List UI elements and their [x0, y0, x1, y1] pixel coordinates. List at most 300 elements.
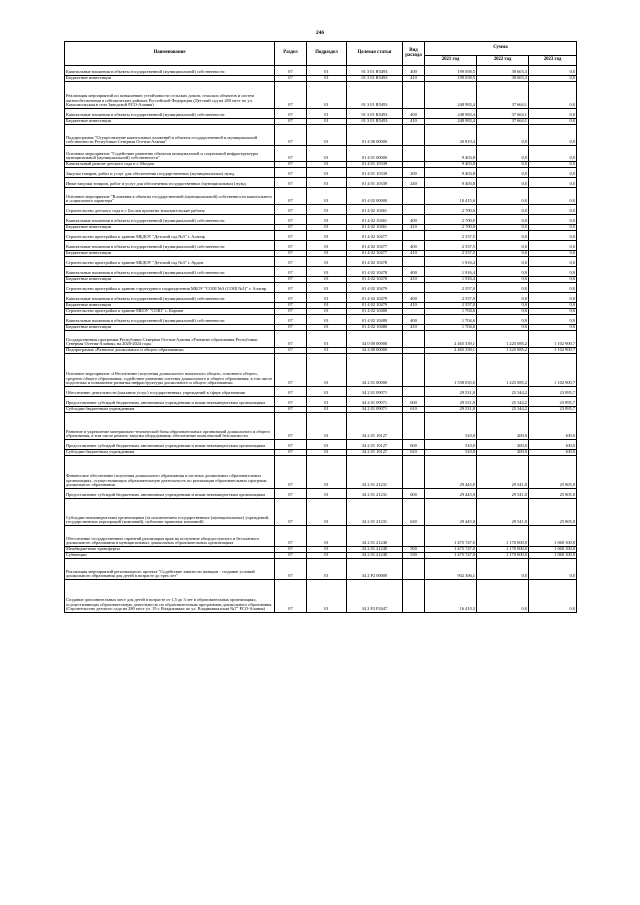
row-expense-type: 630 — [403, 499, 425, 526]
row-sum-2022: 0,0 — [477, 283, 529, 293]
row-razdel: 07 — [275, 456, 307, 489]
row-target-article: 01 3 01 R5493 — [347, 119, 403, 125]
row-expense-type: 410 — [403, 251, 425, 257]
row-name: Основное мероприятие «Обеспечение получения дошкольного начального общего, основного общего, среднего общего образования, содействие развитию системы дошкольного и общего образования, в том числе подготовка и повышение развития инфраструктуры дошкольного и общего образования» — [65, 354, 275, 387]
row-podrazdel: 01 — [307, 241, 347, 251]
header-year-2021: 2021 год — [425, 56, 477, 66]
row-name: Субсидии бюджетным учреждениям — [65, 450, 275, 456]
row-razdel: 07 — [275, 407, 307, 413]
row-razdel: 07 — [275, 178, 307, 188]
row-expense-type: 410 — [403, 277, 425, 283]
table-row — [65, 559, 577, 580]
row-target-article: 34 2 00 00000 — [347, 348, 403, 354]
row-expense-type: 530 — [403, 553, 425, 559]
row-sum-2022: 1 225 085,2 — [477, 354, 529, 387]
row-target-article: 01 4 02 10461 — [347, 205, 403, 215]
row-podrazdel: 01 — [307, 450, 347, 456]
row-podrazdel: 01 — [307, 325, 347, 331]
row-sum-2022: 37 664,1 — [477, 109, 529, 119]
row-target-article: 01 4 02 10461 — [347, 225, 403, 231]
row-razdel: 07 — [275, 257, 307, 267]
row-razdel: 07 — [275, 309, 307, 315]
row-sum-2022: 0,0 — [477, 125, 529, 146]
row-sum-2021: 2 465 339,1 — [425, 348, 477, 354]
row-podrazdel: 01 — [307, 267, 347, 277]
row-sum-2021: 1 704,6 — [425, 309, 477, 315]
row-sum-2022: 25 344,2 — [477, 387, 529, 397]
row-target-article: 01 3 01 R5493 — [347, 109, 403, 119]
row-sum-2022: 1 170 000,0 — [477, 547, 529, 553]
row-sum-2021: 2 700,0 — [425, 205, 477, 215]
row-razdel: 07 — [275, 315, 307, 325]
row-podrazdel: 01 — [307, 125, 347, 146]
row-target-article: 01 4 02 10477 — [347, 241, 403, 251]
row-expense-type — [403, 331, 425, 348]
row-razdel: 07 — [275, 526, 307, 547]
row-podrazdel: 01 — [307, 489, 347, 499]
row-sum-2023: 1 102 900,7 — [529, 331, 577, 348]
row-target-article: 01 3 01 R5493 — [347, 76, 403, 82]
row-sum-2022: 200,0 — [477, 440, 529, 450]
row-target-article: 01 3 01 R5493 — [347, 82, 403, 109]
row-razdel: 07 — [275, 162, 307, 168]
table-row — [65, 499, 577, 526]
row-name: Бюджетные инвестиции — [65, 76, 275, 82]
table-row — [65, 397, 577, 407]
row-sum-2023: 0,0 — [529, 225, 577, 231]
row-sum-2023: 25 805,0 — [529, 499, 577, 526]
table-row — [65, 413, 577, 440]
row-razdel: 07 — [275, 303, 307, 309]
row-target-article: 01 4 02 00000 — [347, 188, 403, 205]
row-sum-2023: 0,0 — [529, 303, 577, 309]
row-razdel: 07 — [275, 348, 307, 354]
row-razdel: 07 — [275, 119, 307, 125]
row-name: Капитальные вложения в объекты государственной (муниципальной) собственности — [65, 109, 275, 119]
row-sum-2023: 100,0 — [529, 413, 577, 440]
row-sum-2021: 932 306,1 — [425, 559, 477, 580]
row-sum-2022: 0,0 — [477, 188, 529, 205]
row-target-article: 34 2 01 10127 — [347, 413, 403, 440]
row-target-article: 01 4 02 10479 — [347, 283, 403, 293]
row-razdel: 07 — [275, 325, 307, 331]
row-sum-2023: 0,0 — [529, 251, 577, 257]
row-podrazdel: 01 — [307, 303, 347, 309]
row-sum-2022: 1 225 085,2 — [477, 331, 529, 348]
table-row — [65, 489, 577, 499]
row-target-article: 01 4 01 10339 — [347, 162, 403, 168]
row-target-article: 01 4 02 10480 — [347, 315, 403, 325]
row-sum-2022: 0,0 — [477, 178, 529, 188]
row-sum-2023: 100,0 — [529, 440, 577, 450]
row-expense-type: 240 — [403, 178, 425, 188]
table-row — [65, 267, 577, 277]
row-sum-2023: 25 805,0 — [529, 489, 577, 499]
row-name: Предоставление субсидий бюджетным, автономным учреждениям и иным некоммерческим организациям — [65, 397, 275, 407]
row-podrazdel: 01 — [307, 109, 347, 119]
row-sum-2023: 0,0 — [529, 231, 577, 241]
table-row — [65, 456, 577, 489]
row-sum-2023: 0,0 — [529, 66, 577, 76]
row-sum-2022: 0,0 — [477, 225, 529, 231]
row-sum-2022: 0,0 — [477, 559, 529, 580]
row-podrazdel: 01 — [307, 66, 347, 76]
row-sum-2021: 2 537,5 — [425, 231, 477, 241]
row-razdel: 07 — [275, 489, 307, 499]
row-sum-2021: 1 558 035,0 — [425, 354, 477, 387]
row-sum-2023: 1 060 100,0 — [529, 547, 577, 553]
row-sum-2023: 0,0 — [529, 125, 577, 146]
row-target-article: 01 4 00 00000 — [347, 125, 403, 146]
row-razdel: 07 — [275, 331, 307, 348]
row-sum-2022: 37 664,1 — [477, 119, 529, 125]
row-razdel: 07 — [275, 387, 307, 397]
table-header — [65, 42, 577, 66]
row-expense-type — [403, 559, 425, 580]
row-expense-type — [403, 125, 425, 146]
row-name: Обеспечение государственных гарантий реализации прав на получение общедоступного и бесплатного дошкольного образования в муниципальных дошкольных образовательных организациях — [65, 526, 275, 547]
row-sum-2022: 38 603,3 — [477, 76, 529, 82]
row-sum-2022: 25 344,2 — [477, 407, 529, 413]
row-razdel: 07 — [275, 251, 307, 257]
row-expense-type — [403, 456, 425, 489]
row-sum-2022: 29 541,0 — [477, 489, 529, 499]
row-podrazdel: 01 — [307, 215, 347, 225]
table-row — [65, 188, 577, 205]
row-podrazdel: 01 — [307, 354, 347, 387]
row-sum-2021: 2 557,0 — [425, 293, 477, 303]
row-sum-2023: 1 060 100,0 — [529, 526, 577, 547]
row-target-article: 01 4 02 10478 — [347, 277, 403, 283]
table-row — [65, 82, 577, 109]
row-target-article: 01 4 02 10480 — [347, 325, 403, 331]
row-podrazdel: 01 — [307, 397, 347, 407]
row-name: Строительство детского сада в г. Беслан проектно-изыскательские работы — [65, 205, 275, 215]
row-sum-2022: 0,0 — [477, 215, 529, 225]
row-sum-2023: 0,0 — [529, 267, 577, 277]
row-target-article: 01 4 02 10461 — [347, 215, 403, 225]
row-razdel: 07 — [275, 231, 307, 241]
header-expense-type: Вид расхода — [403, 42, 425, 66]
row-expense-type — [403, 257, 425, 267]
row-expense-type — [403, 231, 425, 241]
row-sum-2023: 1 102 900,7 — [529, 354, 577, 387]
row-razdel: 07 — [275, 559, 307, 580]
row-target-article: 34 2 01 10127 — [347, 450, 403, 456]
row-expense-type — [403, 283, 425, 293]
row-expense-type — [403, 526, 425, 547]
row-sum-2022: 200,0 — [477, 450, 529, 456]
row-podrazdel: 01 — [307, 162, 347, 168]
row-expense-type: 610 — [403, 450, 425, 456]
row-expense-type: 410 — [403, 119, 425, 125]
row-sum-2023: 23 895,7 — [529, 407, 577, 413]
row-sum-2021: 2 557,0 — [425, 283, 477, 293]
row-podrazdel: 01 — [307, 146, 347, 162]
row-name: Финансовое обеспечение получения дошкольного образования в частных дошкольных образовательных организациях, осуществляющих образовательную деятельность по реализации образовательных программ дошкольного образования — [65, 456, 275, 489]
row-expense-type: 410 — [403, 303, 425, 309]
row-target-article: 01 4 01 10339 — [347, 168, 403, 178]
row-sum-2022: 0,0 — [477, 580, 529, 613]
row-sum-2022: 38 603,3 — [477, 66, 529, 76]
row-razdel: 07 — [275, 499, 307, 526]
row-target-article: 34 2 01 10127 — [347, 440, 403, 450]
table-row — [65, 257, 577, 267]
row-podrazdel: 01 — [307, 559, 347, 580]
row-name: Субвенции — [65, 553, 275, 559]
table-row — [65, 168, 577, 178]
row-podrazdel: 01 — [307, 526, 347, 547]
table-row — [65, 315, 577, 325]
row-sum-2023: 23 895,7 — [529, 397, 577, 407]
row-expense-type — [403, 387, 425, 397]
row-expense-type: 410 — [403, 225, 425, 231]
row-sum-2022: 1 170 000,0 — [477, 526, 529, 547]
row-sum-2022: 0,0 — [477, 205, 529, 215]
row-name: Капитальные вложения в объекты государственной (муниципальной) собственности — [65, 215, 275, 225]
row-sum-2023: 0,0 — [529, 109, 577, 119]
header-year-2022: 2022 год — [477, 56, 529, 66]
row-podrazdel: 01 — [307, 225, 347, 231]
row-name: Бюджетные инвестиции — [65, 251, 275, 257]
row-sum-2023: 0,0 — [529, 119, 577, 125]
row-sum-2023: 25 805,0 — [529, 456, 577, 489]
row-podrazdel: 01 — [307, 251, 347, 257]
row-sum-2022: 0,0 — [477, 277, 529, 283]
row-sum-2023: 0,0 — [529, 257, 577, 267]
row-target-article: 34 2 P2 00000 — [347, 559, 403, 580]
row-name: Строительство пристройки к зданию МБДОУ "Детский сад №3" г. Алагир — [65, 231, 275, 241]
header-year-2023: 2023 год — [529, 56, 577, 66]
header-target-article: Целевая статья — [347, 42, 403, 66]
row-expense-type: 500 — [403, 547, 425, 553]
row-name: Капитальные вложения в объекты государственной (муниципальной) собственности — [65, 267, 275, 277]
row-expense-type — [403, 413, 425, 440]
row-sum-2021: 199 058,5 — [425, 66, 477, 76]
row-expense-type — [403, 354, 425, 387]
table-row — [65, 354, 577, 387]
row-name: Субсидии бюджетным учреждениям — [65, 407, 275, 413]
row-name: Строительство пристройки к зданию МБДОУ "Детский сад №3" г. Ардон — [65, 257, 275, 267]
row-target-article: 01 4 01 10339 — [347, 178, 403, 188]
row-target-article: 01 4 02 10479 — [347, 303, 403, 309]
row-sum-2023: 100,0 — [529, 450, 577, 456]
row-expense-type: 400 — [403, 241, 425, 251]
row-expense-type: 600 — [403, 489, 425, 499]
row-name: Обеспечение деятельности (оказание услуг) государственных учреждений в сфере образования — [65, 387, 275, 397]
row-target-article: 01 4 01 00000 — [347, 146, 403, 162]
table-row — [65, 580, 577, 613]
row-name: Развитие и укрепление материально-технической базы образовательных организаций дошкольного и общего образования, в том числе ремонт, закупка оборудования, обеспечение комплексной безопасности — [65, 413, 275, 440]
row-sum-2021: 2 557,0 — [425, 303, 477, 309]
row-podrazdel: 01 — [307, 283, 347, 293]
row-name: Бюджетные инвестиции — [65, 303, 275, 309]
row-sum-2023: 0,0 — [529, 162, 577, 168]
row-razdel: 07 — [275, 109, 307, 119]
row-sum-2022: 0,0 — [477, 251, 529, 257]
row-sum-2021: 1 916,4 — [425, 277, 477, 283]
table-row — [65, 283, 577, 293]
row-podrazdel: 01 — [307, 293, 347, 303]
row-sum-2021: 29 531,0 — [425, 407, 477, 413]
row-target-article: 34 2 01 21231 — [347, 489, 403, 499]
row-podrazdel: 01 — [307, 119, 347, 125]
row-sum-2022: 0,0 — [477, 257, 529, 267]
row-sum-2021: 2 700,0 — [425, 215, 477, 225]
row-sum-2023: 0,0 — [529, 325, 577, 331]
row-sum-2022: 29 541,0 — [477, 499, 529, 526]
row-sum-2022: 0,0 — [477, 293, 529, 303]
row-razdel: 07 — [275, 205, 307, 215]
row-sum-2022: 37 664,1 — [477, 82, 529, 109]
row-podrazdel: 01 — [307, 413, 347, 440]
row-sum-2023: 0,0 — [529, 146, 577, 162]
row-sum-2023: 0,0 — [529, 277, 577, 283]
row-expense-type — [403, 188, 425, 205]
row-sum-2021: 29 445,0 — [425, 489, 477, 499]
row-name: Бюджетные инвестиции — [65, 119, 275, 125]
row-podrazdel: 01 — [307, 168, 347, 178]
row-razdel: 07 — [275, 277, 307, 283]
row-target-article: 34 2 01 21231 — [347, 499, 403, 526]
row-sum-2023: 0,0 — [529, 241, 577, 251]
table-row — [65, 331, 577, 348]
table-row — [65, 293, 577, 303]
header-podrazdel: Подраздел — [307, 42, 347, 66]
row-target-article: 34 2 01 21240 — [347, 526, 403, 547]
row-podrazdel: 01 — [307, 580, 347, 613]
row-podrazdel: 01 — [307, 456, 347, 489]
row-name: Реализация мероприятий регионального проекта "Содействие занятости женщин - создание условий дошкольного образования для детей в возрасте до трех лет" — [65, 559, 275, 580]
row-expense-type: 400 — [403, 293, 425, 303]
row-name: Бюджетные инвестиции — [65, 277, 275, 283]
row-name: Капитальные вложения в объекты государственной (муниципальной) собственности — [65, 293, 275, 303]
row-sum-2023: 0,0 — [529, 76, 577, 82]
row-sum-2021: 1 475 747,0 — [425, 547, 477, 553]
row-sum-2023: 23 895,7 — [529, 387, 577, 397]
row-expense-type: 400 — [403, 315, 425, 325]
row-podrazdel: 01 — [307, 257, 347, 267]
row-podrazdel: 01 — [307, 309, 347, 315]
row-target-article: 34 2 01 09071 — [347, 397, 403, 407]
row-razdel: 07 — [275, 225, 307, 231]
row-name: Основное мероприятие "Вложения в объекты государственной (муниципальной) собственности капитального и социального характера" — [65, 188, 275, 205]
row-name: Подпрограмма "Осуществление капитальных вложений в объекты государственной и муниципальной собственности Республики Северная Осетия-Алания" — [65, 125, 275, 146]
row-sum-2021: 9 403,8 — [425, 168, 477, 178]
row-razdel: 07 — [275, 553, 307, 559]
row-razdel: 07 — [275, 450, 307, 456]
row-target-article: 34 2 01 21231 — [347, 456, 403, 489]
row-sum-2021: 1 475 747,0 — [425, 553, 477, 559]
row-sum-2021: 20 819,4 — [425, 125, 477, 146]
table-row — [65, 440, 577, 450]
row-name: Иные закупки товаров, работ и услуг для обеспечения государственных (муниципальных) нужд — [65, 178, 275, 188]
row-name: Капитальные вложения в объекты государственной (муниципальной) собственности — [65, 315, 275, 325]
row-sum-2022: 1 225 085,2 — [477, 348, 529, 354]
row-name: Бюджетные инвестиции — [65, 225, 275, 231]
row-sum-2021: 1 916,4 — [425, 257, 477, 267]
row-razdel: 07 — [275, 354, 307, 387]
row-sum-2021: 248 983,4 — [425, 109, 477, 119]
row-sum-2022: 0,0 — [477, 303, 529, 309]
table-row — [65, 387, 577, 397]
row-sum-2022: 0,0 — [477, 162, 529, 168]
table-row — [65, 205, 577, 215]
row-target-article: 01 4 02 10477 — [347, 251, 403, 257]
row-sum-2023: 0,0 — [529, 168, 577, 178]
header-sum: Сумма — [425, 42, 577, 56]
row-sum-2021: 310,0 — [425, 440, 477, 450]
table-row — [65, 215, 577, 225]
row-sum-2021: 29 445,0 — [425, 456, 477, 489]
row-name: Реализация мероприятий по повышению устойчивости сельских домов, сельских объектов и систем жизнеобеспечения в сейсмических районах Российской Федерации (Детский сад на 280 мест по ул. Комсомольская в селе Заводской РСО-Алания) — [65, 82, 275, 109]
row-sum-2022: 1 170 000,0 — [477, 553, 529, 559]
row-sum-2021: 310,0 — [425, 413, 477, 440]
row-sum-2021: 199 058,5 — [425, 76, 477, 82]
row-sum-2023: 0,0 — [529, 215, 577, 225]
table-row — [65, 526, 577, 547]
row-razdel: 07 — [275, 413, 307, 440]
row-sum-2021: 310,0 — [425, 450, 477, 456]
row-sum-2022: 0,0 — [477, 309, 529, 315]
row-podrazdel: 01 — [307, 231, 347, 241]
row-podrazdel: 01 — [307, 440, 347, 450]
row-target-article: 34 2 P2 P2447 — [347, 580, 403, 613]
table-row — [65, 66, 577, 76]
row-name: Основное мероприятие "Содействие развитию объектов коммунальной и социальной инфраструктуры муниципальной (муниципальной) собственности" — [65, 146, 275, 162]
row-podrazdel: 01 — [307, 553, 347, 559]
row-name: Закупка товаров, работ и услуг для обеспечения государственных (муниципальных) нужд — [65, 168, 275, 178]
row-sum-2021: 29 531,0 — [425, 387, 477, 397]
row-sum-2023: 1 060 100,0 — [529, 553, 577, 559]
row-razdel: 07 — [275, 397, 307, 407]
row-podrazdel: 01 — [307, 277, 347, 283]
row-sum-2023: 0,0 — [529, 205, 577, 215]
table-row — [65, 146, 577, 162]
row-sum-2021: 248 983,4 — [425, 119, 477, 125]
table-row — [65, 241, 577, 251]
row-sum-2023: 0,0 — [529, 293, 577, 303]
row-sum-2022: 0,0 — [477, 267, 529, 277]
row-sum-2021: 1 704,6 — [425, 325, 477, 331]
row-name: Государственная программа Республики Северная Осетия-Алания «Развитие образования Республики Северная Осетия-Алания» на 2020-2024 годы — [65, 331, 275, 348]
row-expense-type: 610 — [403, 407, 425, 413]
row-sum-2021: 1 916,4 — [425, 267, 477, 277]
table-row — [65, 178, 577, 188]
row-target-article: 34 0 00 00000 — [347, 331, 403, 348]
row-podrazdel: 01 — [307, 82, 347, 109]
row-sum-2021: 2 700,0 — [425, 225, 477, 231]
row-sum-2021: 248 983,4 — [425, 82, 477, 109]
row-sum-2022: 0,0 — [477, 325, 529, 331]
row-podrazdel: 01 — [307, 76, 347, 82]
row-expense-type: 400 — [403, 66, 425, 76]
row-sum-2023: 0,0 — [529, 82, 577, 109]
row-name: Создание дополнительных мест для детей в возрасте от 1,5 до 3 лет в образовательных организациях, осуществляющих образовательную деятельность по образовательным программам дошкольного образования (Строительство детского сада на 280 мест ул. 19 г. Владикавказ по ул. Владикавказская №7" РСО-Алания) — [65, 580, 275, 613]
row-expense-type: 410 — [403, 76, 425, 82]
row-sum-2022: 0,0 — [477, 315, 529, 325]
row-target-article: 01 4 02 10477 — [347, 231, 403, 241]
row-sum-2021: 1 475 747,0 — [425, 526, 477, 547]
row-name: Предоставление субсидий бюджетным, автономным учреждениям и иным некоммерческим организациям — [65, 440, 275, 450]
row-target-article: 34 2 01 00000 — [347, 354, 403, 387]
row-sum-2021: 9 403,8 — [425, 162, 477, 168]
budget-table — [64, 41, 577, 613]
row-sum-2023: 0,0 — [529, 315, 577, 325]
row-razdel: 07 — [275, 267, 307, 277]
row-sum-2022: 29 541,0 — [477, 456, 529, 489]
row-sum-2022: 0,0 — [477, 231, 529, 241]
